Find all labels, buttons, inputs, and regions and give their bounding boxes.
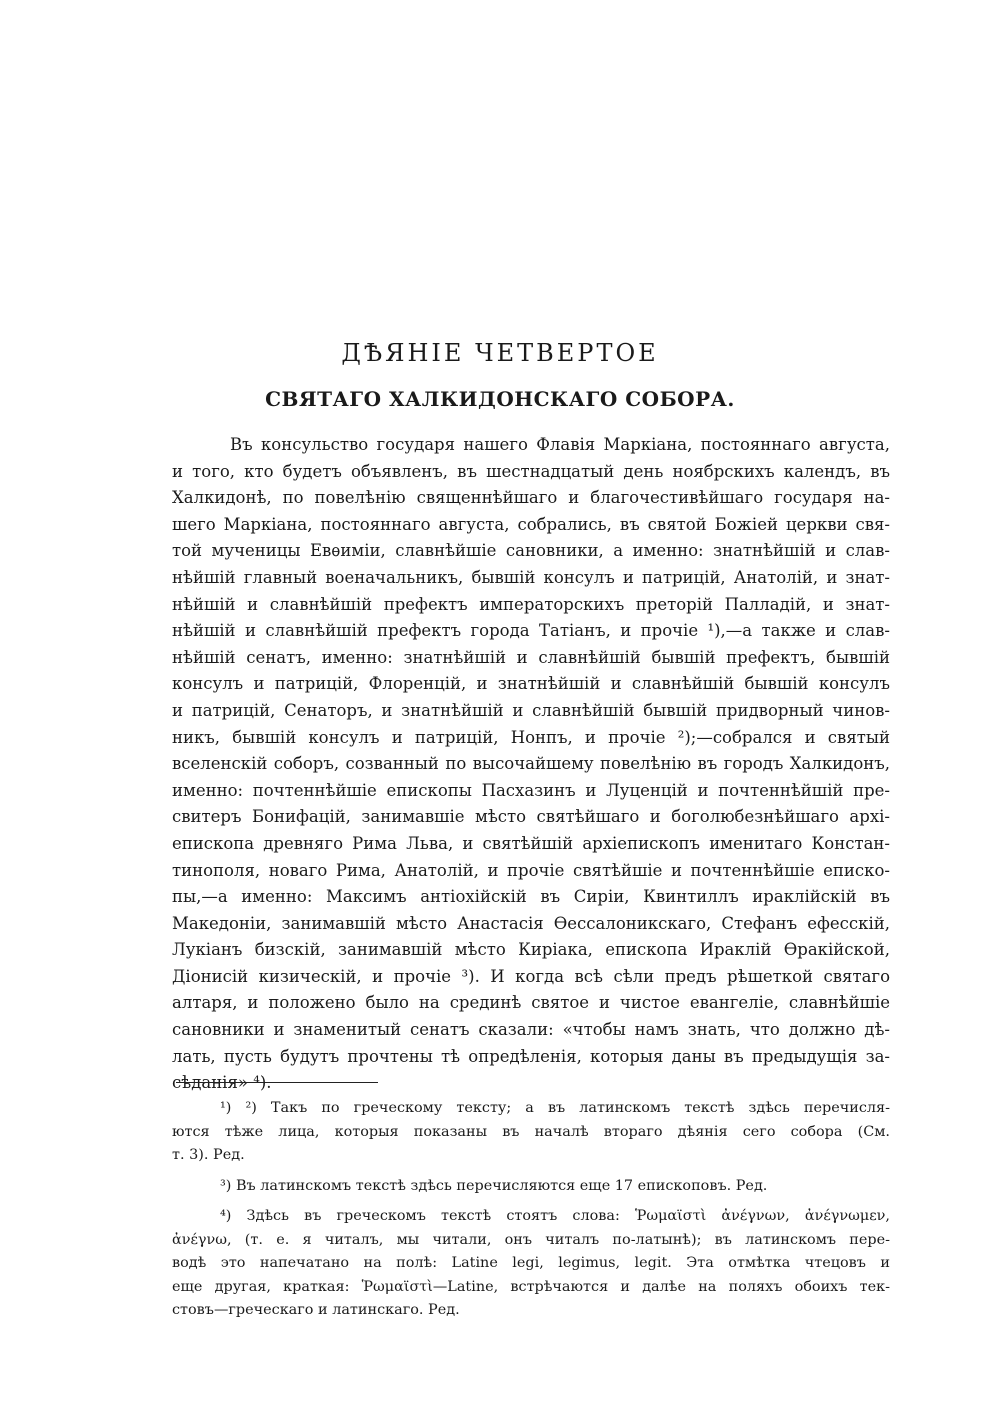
page-title: ДѢЯНІЕ ЧЕТВЕРТОЕ: [341, 339, 659, 367]
text-line: сѣданія» ⁴).: [172, 1073, 272, 1093]
text-line: никъ, бывшій консулъ и патрицій, Нонпъ, и прочіе ²);—собрался и святый: [172, 727, 890, 747]
text-line: Лукіанъ бизскій, занимавшій мѣсто Киріака, епископа Ираклій Ѳракійской,: [172, 940, 890, 960]
text-line: нѣйшій сенатъ, именно: знатнѣйшій и славнѣйшій бывшій префектъ, бывшій: [172, 647, 890, 667]
text-line: консулъ и патрицій, Флоренцій, и знатнѣйшій и славнѣйшій бывшій консулъ: [172, 674, 890, 694]
text-line: Въ консульство государя нашего Флавія Маркіана, постояннаго августа,: [230, 435, 890, 454]
footnote-line: водѣ это напечатано на полѣ: Latine legi, legimus, legit. Эта отмѣтка чтецовъ и: [172, 1255, 890, 1271]
footnote-line: ἀνέγνω, (т. е. я читалъ, мы читали, онъ читалъ по-латынѣ); въ латинскомъ пере-: [172, 1231, 890, 1248]
page-subtitle: СВЯТАГО ХАЛКИДОНСКАГО СОБОРА.: [265, 387, 735, 411]
text-line: Македоніи, занимавшій мѣсто Анастасія Ѳессалоникскаго, Стефанъ ефесскій,: [172, 913, 890, 933]
text-line: именно: почтеннѣйшіе епископы Пасхазинъ и Луценцій и почтеннѣйшій пре-: [172, 780, 890, 800]
text-line: и того, кто будетъ объявленъ, въ шестнадцатый день ноябрскихъ календъ, въ: [172, 461, 890, 481]
text-line: сановники и знаменитый сенатъ сказали: «чтобы намъ знать, что должно дѣ-: [172, 1020, 890, 1040]
footnote-line: ³) Въ латинскомъ текстѣ здѣсь перечисляются еще 17 епископовъ. Ред.: [220, 1177, 768, 1194]
footnote-line: еще другая, краткая: Ῥωμαϊστὶ—Latine, встрѣчаются и далѣе на поляхъ обоихъ тек-: [172, 1278, 890, 1295]
footnote-line: ⁴) Здѣсь въ греческомъ текстѣ стоятъ слова: Ῥωμαϊστὶ ἀνέγνων, ἀνέγνωμεν,: [220, 1208, 890, 1224]
text-line: Діонисій кизическій, и прочіе ³). И когда всѣ сѣли предъ рѣшеткой святаго: [172, 966, 890, 986]
text-line: алтаря, и положено было на срединѣ святое и чистое евангеліе, славнѣйшіе: [172, 993, 890, 1013]
text-line: свитеръ Бонифацій, занимавшіе мѣсто святѣйшаго и боголюбезнѣйшаго архі-: [172, 807, 890, 827]
text-line: нѣйшій и славнѣйшій префектъ города Татіанъ, и прочіе ¹),—а также и слав-: [172, 621, 890, 641]
text-line: нѣйшій и славнѣйшій префектъ императорскихъ преторій Палладій, и знат-: [172, 594, 890, 614]
text-line: епископа древняго Рима Льва, и святѣйшій архіепископъ именитаго Констан-: [172, 833, 890, 853]
text-line: той мученицы Евѳиміи, славнѣйшіе сановники, а именно: знатнѣйшій и слав-: [172, 541, 890, 561]
text-line: Халкидонѣ, по повелѣнію священнѣйшаго и благочестивѣйшаго государя на-: [172, 488, 890, 508]
text-line: пы,—а именно: Максимъ антіохійскій въ Сиріи, Квинтиллъ ираклійскій въ: [172, 887, 890, 907]
footnotes: [172, 1097, 890, 1323]
text-line: нѣйшій главный военачальникъ, бывшій консулъ и патрицій, Анатолій, и знат-: [172, 567, 890, 587]
footnote-line: т. 3). Ред.: [172, 1147, 245, 1163]
footnote-line: ¹) ²) Такъ по греческому тексту; а въ латинскомъ текстѣ здѣсь перечисля-: [220, 1100, 890, 1116]
text-line: тинополя, новаго Рима, Анатолій, и прочіе святѣйшіе и почтеннѣйшіе еписко-: [172, 860, 890, 880]
text-line: вселенскій соборъ, созванный по высочайшему повелѣнію въ городъ Халкидонъ,: [172, 754, 890, 774]
footnote-line: ются тѣже лица, которыя показаны въ началѣ втораго дѣянія сего собора (См.: [172, 1123, 890, 1140]
footnote-line: стовъ—греческаго и латинскаго. Ред.: [172, 1302, 460, 1318]
main-text: [172, 432, 890, 1097]
text-line: и патрицій, Сенаторъ, и знатнѣйшій и славнѣйшій бывшій придворный чинов-: [172, 700, 890, 720]
text-line: шего Маркіана, постояннаго августа, собрались, въ святой Божіей церкви свя-: [172, 514, 890, 534]
footnote-divider: [176, 1082, 378, 1083]
text-line: лать, пусть будутъ прочтены тѣ опредѣленія, которыя даны въ предыдущія за-: [172, 1046, 890, 1066]
